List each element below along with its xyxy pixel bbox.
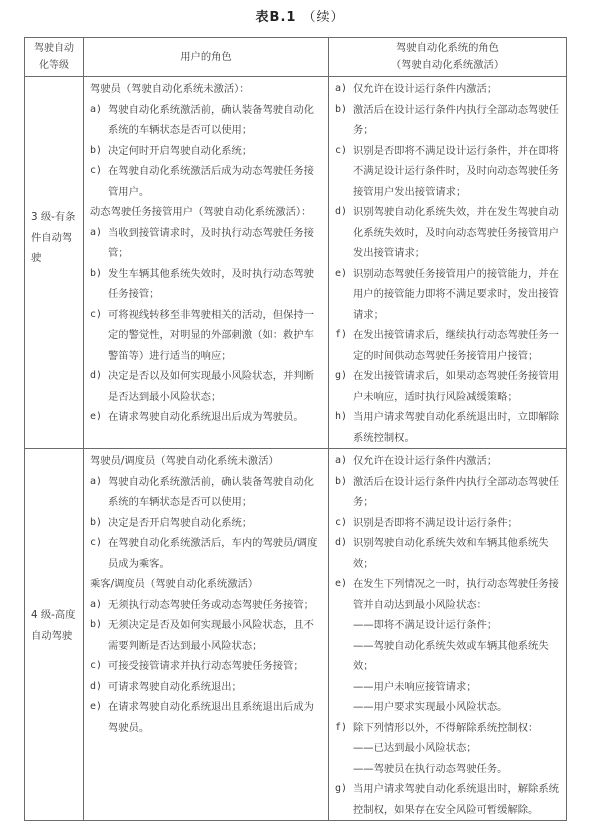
- list-item: [335, 264, 560, 326]
- header-system-role: [329, 38, 567, 77]
- list-text: 当用户请求驾驶自动化系统退出时，解除系统控制权，如果存在安全风险可暂缓解除。: [353, 783, 559, 816]
- list-marker: b): [335, 103, 348, 115]
- sub-item: ——用户要求实现最小风险状态。: [353, 701, 508, 713]
- list-marker: b): [335, 475, 348, 487]
- list-text: 仅允许在设计运行条件内激活；: [353, 83, 498, 95]
- list-marker: b): [90, 516, 103, 528]
- list-item: [90, 513, 322, 534]
- list-item: [90, 595, 322, 616]
- list-marker: c): [90, 308, 103, 320]
- table-caption: [0, 6, 600, 25]
- list-text: 识别是否即将不满足设计运行条件；: [353, 516, 518, 529]
- list-marker: c): [335, 516, 348, 528]
- list-marker: f): [335, 721, 348, 733]
- list-item: [335, 100, 560, 141]
- driving-automation-roles-table: [24, 37, 567, 821]
- list-text: 仅允许在设计运行条件内激活；: [353, 455, 498, 467]
- table-caption-continued: （续）: [302, 10, 345, 25]
- list-marker: a): [90, 226, 103, 238]
- sub-item: ——用户未响应接管请求；: [353, 680, 477, 693]
- list-text: 在驾驶自动化系统激活后成为动态驾驶任务接管用户。: [108, 165, 314, 198]
- list-text: 在发生下列情况之一时，执行动态驾驶任务接管并自动达到最小风险状态：: [353, 578, 559, 611]
- sub-item: ——已达到最小风险状态；: [353, 742, 477, 754]
- header-system-role-line1: 驾驶自动化系统的角色: [396, 42, 499, 54]
- list-marker: c): [90, 660, 103, 671]
- list-item: [335, 366, 560, 407]
- user-role-cell: [84, 449, 329, 821]
- list-item: [90, 161, 322, 202]
- list-item: [335, 574, 560, 615]
- list-text: 驾驶自动化系统激活前，确认装备驾驶自动化系统的车辆状态是否可以使用；: [108, 475, 314, 508]
- list-text: 发生车辆其他系统失效时，及时执行动态驾驶任务接管；: [108, 267, 314, 300]
- list-marker: e): [335, 578, 348, 589]
- list-marker: a): [335, 83, 348, 94]
- list-item: [90, 141, 322, 162]
- system-role-cell: [329, 77, 567, 449]
- list-text: 决定是否开启驾驶自动化系统；: [108, 516, 253, 529]
- list-text: 当用户请求驾驶自动化系统退出时，立即解除系统控制权。: [353, 411, 559, 444]
- list-marker: g): [335, 370, 348, 381]
- list-item: [335, 513, 560, 534]
- list-text: 识别驾驶自动化系统失效和车辆其他系统失效；: [353, 537, 549, 570]
- list-text: 在驾驶自动化系统激活后，车内的驾驶员/调度员成为乘客。: [108, 537, 318, 570]
- list-item: [90, 677, 322, 698]
- list-item: [90, 366, 322, 407]
- list-text: 无须执行动态驾驶任务或动态驾驶任务接管；: [108, 598, 314, 611]
- list-item: [335, 779, 560, 820]
- list-marker: b): [90, 144, 103, 156]
- sub-item: ——驾驶自动化系统失效或车辆其他系统失效；: [353, 639, 549, 672]
- list-marker: a): [90, 598, 103, 610]
- list-item: [90, 472, 322, 513]
- list-text: 可将视线转移至非驾驶相关的活动，但保持一定的警觉性，对明显的外部刺激（如：救护车警笛等）进行适当的响应；: [108, 308, 314, 362]
- user-role-cell: [84, 77, 329, 449]
- list-item: [90, 264, 322, 305]
- list-text: 除下列情形以外，不得解除系统控制权：: [353, 721, 539, 734]
- list-text: 识别是否即将不满足设计运行条件，并在即将不满足设计运行条件时，及时向动态驾驶任务接管用户发出接管请求；: [353, 144, 559, 198]
- list-text: 可接受接管请求并执行动态驾驶任务接管；: [108, 660, 304, 672]
- system-role-cell: [329, 449, 567, 821]
- header-automation-level: [25, 38, 84, 77]
- list-item: [335, 407, 560, 448]
- list-marker: h): [335, 411, 348, 422]
- list-marker: c): [90, 537, 103, 548]
- list-marker: e): [335, 267, 348, 279]
- list-item: [90, 407, 322, 428]
- list-text: 无须决定是否及如何实现最小风险状态，且不需要判断是否达到最小风险状态；: [108, 619, 314, 652]
- list-marker: d): [335, 206, 348, 217]
- list-item: [335, 141, 560, 203]
- list-marker: b): [90, 267, 103, 279]
- list-text: 决定是否以及如何实现最小风险状态，并判断是否达到最小风险状态；: [108, 370, 314, 403]
- list-marker: d): [90, 680, 103, 692]
- list-marker: e): [90, 701, 103, 712]
- table-row-level-3: [25, 77, 567, 449]
- list-text: 在发出接管请求后，继续执行动态驾驶任务一定的时间供动态驾驶任务接管用户接管；: [353, 329, 559, 362]
- list-item: [335, 718, 560, 739]
- list-text: 激活后在设计运行条件内执行全部动态驾驶任务；: [353, 103, 559, 136]
- user-group-title: 驾驶员（驾驶自动化系统未激活）：: [90, 83, 250, 95]
- list-marker: d): [335, 537, 348, 548]
- list-text: 当收到接管请求时，及时执行动态驾驶任务接管；: [108, 226, 314, 259]
- list-marker: c): [90, 165, 103, 176]
- list-item: [335, 325, 560, 366]
- list-text: 在发出接管请求后，如果动态驾驶任务接管用户未响应，适时执行风险减缓策略；: [353, 370, 559, 403]
- list-marker: d): [90, 370, 103, 381]
- table-caption-label: 表B.1: [255, 10, 297, 25]
- list-item: [90, 100, 322, 141]
- header-automation-level-line2: 化等级: [39, 60, 69, 71]
- list-item: [90, 533, 322, 574]
- list-text: 激活后在设计运行条件内执行全部动态驾驶任务；: [353, 475, 559, 508]
- level-label-line: 驶: [31, 252, 42, 264]
- list-item: [90, 615, 322, 656]
- list-text: 可请求驾驶自动化系统退出；: [108, 680, 242, 693]
- list-marker: e): [90, 411, 103, 422]
- level-label-line: 3 级-有条: [31, 211, 76, 223]
- table-row-level-4: [25, 449, 567, 821]
- list-item: [90, 223, 322, 264]
- sub-item: ——即将不满足设计运行条件；: [353, 619, 498, 631]
- level-cell: [25, 449, 84, 821]
- list-marker: a): [90, 103, 103, 115]
- list-marker: a): [90, 475, 103, 487]
- list-marker: a): [335, 455, 348, 466]
- list-item: [90, 697, 322, 738]
- list-text: 驾驶自动化系统激活前，确认装备驾驶自动化系统的车辆状态是否可以使用；: [108, 103, 314, 136]
- level-cell: [25, 77, 84, 449]
- level-label-line: 件自动驾: [31, 231, 73, 244]
- list-text: 在请求驾驶自动化系统退出且系统退出后成为驾驶员。: [108, 701, 314, 734]
- list-item: [90, 656, 322, 677]
- list-marker: f): [335, 329, 348, 340]
- list-marker: c): [335, 144, 348, 156]
- header-system-role-line2: （驾驶自动化系统激活）: [390, 59, 505, 71]
- list-item: [335, 472, 560, 513]
- table-header-row: [25, 38, 567, 77]
- list-text: 决定何时开启驾驶自动化系统；: [108, 144, 253, 157]
- list-text: 在请求驾驶自动化系统退出后成为驾驶员。: [108, 411, 304, 423]
- list-item: [335, 533, 560, 574]
- level-label-line: 4 级-高度: [31, 609, 76, 621]
- list-marker: b): [90, 619, 103, 630]
- user-group-title: 动态驾驶任务接管用户（驾驶自动化系统激活）：: [90, 206, 312, 218]
- level-label-line: 自动驾驶: [31, 629, 73, 642]
- header-automation-level-line1: 驾驶自动: [34, 43, 74, 54]
- sub-item: ——驾驶员在执行动态驾驶任务。: [353, 762, 508, 775]
- list-item: [335, 202, 560, 264]
- header-user-role: 用户的角色: [84, 38, 329, 77]
- list-item: [335, 79, 560, 100]
- user-group-title: 乘客/调度员（驾驶自动化系统激活）: [90, 578, 259, 590]
- list-text: 识别驾驶自动化系统失效，并在发生驾驶自动化系统失效时，及时向动态驾驶任务接管用户发出接管请求；: [353, 206, 559, 259]
- list-item: [90, 305, 322, 367]
- list-marker: g): [335, 783, 348, 794]
- list-text: 识别动态驾驶任务接管用户的接管能力，并在用户的接管能力即将不满足要求时，发出接管请求；: [353, 267, 559, 321]
- user-group-title: 驾驶员/调度员（驾驶自动化系统未激活）: [90, 455, 279, 467]
- list-item: [335, 451, 560, 472]
